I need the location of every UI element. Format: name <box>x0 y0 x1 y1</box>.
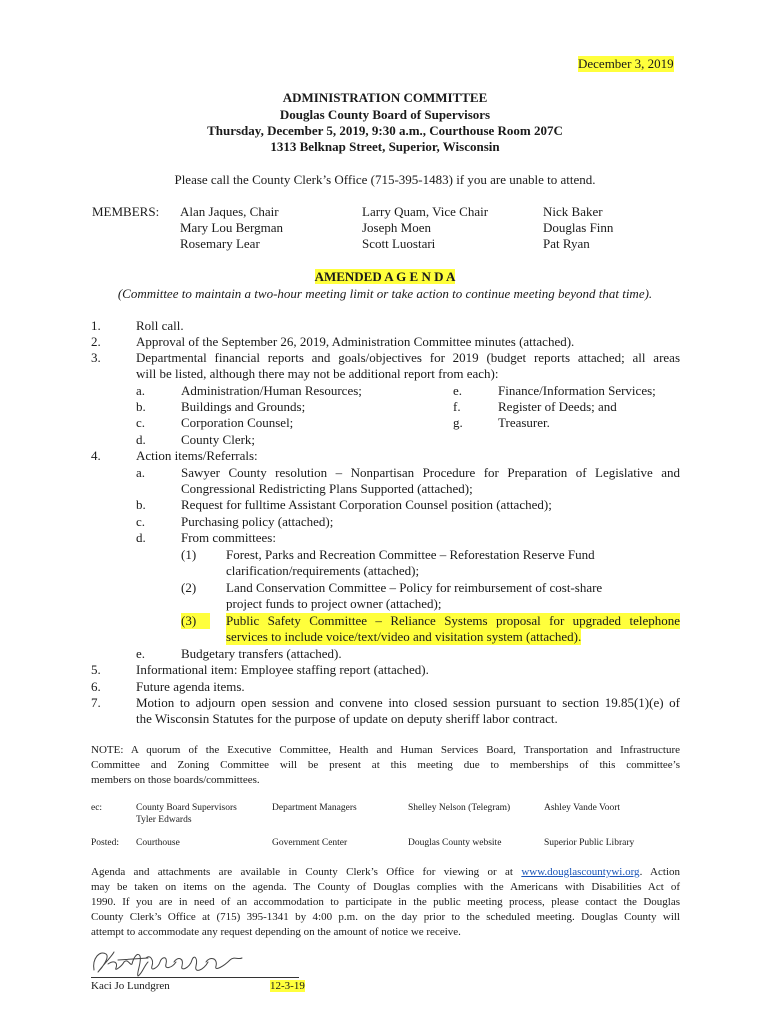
signature-line <box>91 977 299 978</box>
subsubitem-text-highlighted: Public Safety Committee – Reliance Systems proposal for upgraded telephone <box>226 613 680 628</box>
subitem-letter: e. <box>136 646 146 661</box>
item-text: Motion to adjourn open session and convene into closed session pursuant to section 19.85(1)(e) of <box>136 695 680 710</box>
footer-text: Agenda and attachments are available in County Clerk’s Office for viewing or at <box>91 866 522 878</box>
item-text: Departmental financial reports and goals/objectives for 2019 (budget reports attached; all areas <box>136 350 680 365</box>
posted-location: Douglas County website <box>408 838 502 848</box>
footer-line: County Clerk’s Office at (715) 395-1341 by 4:00 p.m. on the day prior to the scheduled meeting. Douglas County will <box>91 911 680 923</box>
item-number: 5. <box>91 662 101 677</box>
item-number: 7. <box>91 695 101 710</box>
cc-recipient: Tyler Edwards <box>136 815 192 825</box>
item-text: Future agenda items. <box>136 679 245 694</box>
agenda-title-wrap <box>0 268 770 286</box>
cc-recipient: Department Managers <box>272 803 357 813</box>
subitem-letter: d. <box>136 432 146 447</box>
footer-line: 1990. If you are in need of an accommodation to participate in the public meeting process, please contact the Douglas <box>91 896 680 908</box>
item-text: Informational item: Employee staffing report (attached). <box>136 662 429 677</box>
cc-recipient: Shelley Nelson (Telegram) <box>408 803 511 813</box>
subitem-letter: a. <box>136 383 146 398</box>
header-title: ADMINISTRATION COMMITTEE <box>282 90 488 105</box>
header-org: Douglas County Board of Supervisors <box>279 107 491 122</box>
item-number: 6. <box>91 679 101 694</box>
member-name: Scott Luostari <box>362 236 436 251</box>
agenda-subtitle: (Committee to maintain a two-hour meeting limit or take action to continue meeting beyond that time). <box>117 286 653 301</box>
member-name: Larry Quam, Vice Chair <box>362 204 489 219</box>
agenda-title: AMENDED A G E N D A <box>314 269 456 284</box>
member-name: Douglas Finn <box>543 220 614 235</box>
footer-line: may be taken on items on the agenda. The County of Douglas complies with the Americans with Disabilities Act of <box>91 881 680 893</box>
signer-name: Kaci Jo Lundgren <box>91 980 170 992</box>
subitem-letter: d. <box>136 530 146 545</box>
item-text: will be listed, although there may not be additional report from each): <box>136 366 499 381</box>
cc-label: ec: <box>91 803 103 813</box>
signature-date: 12-3-19 <box>270 980 305 992</box>
posted-location: Government Center <box>272 838 348 848</box>
subsubitem-text: clarification/requirements (attached); <box>226 563 420 578</box>
subitem-letter: a. <box>136 465 146 480</box>
subsubitem-number: (3) <box>181 613 210 629</box>
subitem-text: Corporation Counsel; <box>181 415 294 430</box>
note-line: Committee and Zoning Committee will be present at this meeting due to memberships of this committee’s <box>91 759 680 771</box>
call-notice: Please call the County Clerk’s Office (715-395-1483) if you are unable to attend. <box>174 172 596 187</box>
subsubitem-text: Forest, Parks and Recreation Committee – Reforestation Reserve Fund <box>226 547 595 562</box>
item-text: the Wisconsin Statutes for the purpose of update on deputy sheriff labor contract. <box>136 711 558 726</box>
subitem-text: Sawyer County resolution – Nonpartisan Procedure for Preparation of Legislative and <box>181 465 680 480</box>
subitem-text: Budgetary transfers (attached). <box>181 646 342 661</box>
subitem-letter: g. <box>453 415 463 430</box>
item-text: Roll call. <box>136 318 184 333</box>
members-label: MEMBERS: <box>92 204 160 219</box>
subitem-text: Purchasing policy (attached); <box>181 514 334 529</box>
subitem-letter: b. <box>136 399 146 414</box>
subsubitem-number: (2) <box>181 580 197 595</box>
subitem-letter: c. <box>136 514 146 529</box>
member-name: Mary Lou Bergman <box>180 220 284 235</box>
item-number: 2. <box>91 334 101 349</box>
subitem-letter: f. <box>453 399 461 414</box>
note-line: NOTE: A quorum of the Executive Committee, Health and Human Services Board, Transportation and Infrastructure <box>91 744 680 756</box>
member-name: Rosemary Lear <box>180 236 260 251</box>
member-name: Alan Jaques, Chair <box>180 204 279 219</box>
cc-recipient: Ashley Vande Voort <box>544 803 620 813</box>
subitem-text: Administration/Human Resources; <box>181 383 362 398</box>
item-number: 3. <box>91 350 101 365</box>
subsubitem-number: (1) <box>181 547 197 562</box>
subitem-text: From committees: <box>181 530 276 545</box>
subsubitem-text: Land Conservation Committee – Policy for reimbursement of cost-share <box>226 580 603 595</box>
posted-location: Courthouse <box>136 838 180 848</box>
footer-line: attempt to accommodate any request depending on the amount of notice we receive. <box>91 926 461 938</box>
subitem-letter: e. <box>453 383 463 398</box>
item-number: 1. <box>91 318 101 333</box>
item-text: Action items/Referrals: <box>136 448 258 463</box>
item-text: Approval of the September 26, 2019, Administration Committee minutes (attached). <box>136 334 575 349</box>
note-line: members on those boards/committees. <box>91 774 260 786</box>
posted-location: Superior Public Library <box>544 838 635 848</box>
subitem-letter: c. <box>136 415 146 430</box>
member-name: Pat Ryan <box>543 236 590 251</box>
posted-label: Posted: <box>91 838 119 848</box>
subitem-text: Treasurer. <box>498 415 550 430</box>
subitem-text: Register of Deeds; and <box>498 399 617 414</box>
member-name: Nick Baker <box>543 204 603 219</box>
document-date: December 3, 2019 <box>578 56 674 71</box>
county-website-link[interactable]: www.douglascountywi.org <box>521 866 640 878</box>
subitem-text: Congressional Redistricting Plans Supported (attached); <box>181 481 473 496</box>
header-datetime: Thursday, December 5, 2019, 9:30 a.m., Courthouse Room 207C <box>207 123 563 138</box>
subitem-text: County Clerk; <box>181 432 256 447</box>
subsubitem-text: project funds to project owner (attached); <box>226 596 442 611</box>
subitem-letter: b. <box>136 497 146 512</box>
cc-recipient: County Board Supervisors <box>136 803 237 813</box>
subsubitem-text-highlighted: services to include voice/text/video and visitation system (attached). <box>226 629 582 644</box>
footer-text: . Action <box>639 866 680 878</box>
footer-line <box>91 866 680 878</box>
subitem-text: Request for fulltime Assistant Corporation Counsel position (attached); <box>181 497 552 512</box>
subitem-text: Buildings and Grounds; <box>181 399 306 414</box>
subitem-text: Finance/Information Services; <box>498 383 656 398</box>
item-number: 4. <box>91 448 101 463</box>
header-address: 1313 Belknap Street, Superior, Wisconsin <box>270 139 500 154</box>
handwritten-signature <box>88 944 248 980</box>
member-name: Joseph Moen <box>362 220 431 235</box>
